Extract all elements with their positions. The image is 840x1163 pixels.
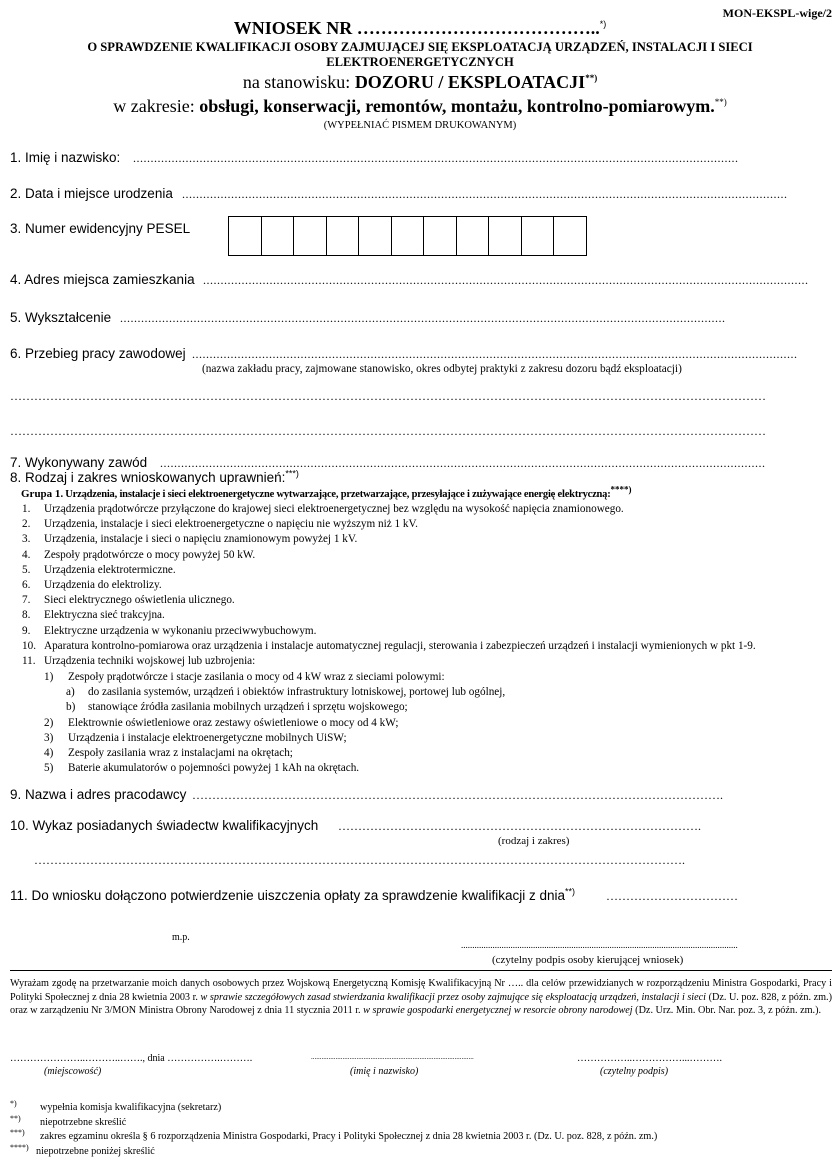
pesel-digit-box[interactable] [424, 217, 457, 255]
group-item-text[interactable]: Elektryczne urządzenia w wykonaniu przeciwwybuchowym. [44, 624, 317, 637]
pesel-digit-box[interactable] [294, 217, 327, 255]
group-subitem-number: 5) [44, 762, 54, 775]
field-address-label: 4. Adres miejsca zamieszkania [10, 272, 195, 287]
employer-dotted-line[interactable]: ……………………………………………………………………………………………………………………. [192, 788, 723, 802]
footnote-text: zakres egzaminu określa § 6 rozporządzenia Ministra Gospodarki, Pracy i Polityki Społecznej z dnia 28 kwietnia 2003 r. (Dz. U. poz. 828, z późn. zm.) [40, 1131, 658, 1142]
pesel-digit-box[interactable] [359, 217, 392, 255]
consent-text-2: (Dz. U. poz. 828, z późn. zm.) oraz w zarządzeniu Nr 3/MON Ministra Obrony Narodowej z dnia 11 stycznia 2011 r. [10, 991, 833, 1016]
group-item-text[interactable]: Urządzenia, instalacje i sieci elektroenergetyczne o napięciu nie wyższym niż 1 kV. [44, 518, 418, 531]
certificates-dotted-line[interactable]: ………………………………………………………………………………. [338, 819, 701, 833]
page-title [0, 18, 840, 39]
career-dotted-line-2[interactable]: ……………………………………………………………………………………………………………………………………………………………………… [10, 389, 766, 403]
group-subitem-text[interactable]: do zasilania systemów, urządzeń i obiektów infrastruktury lotniskowej, portowej lub ogólnej, [88, 686, 506, 699]
group-item-number: 10. [22, 639, 36, 652]
field-payment-label [10, 888, 575, 903]
position-footnote-mark: **) [585, 73, 598, 83]
career-dotted-line[interactable]: ............................................................................................................................................................................. [192, 347, 798, 361]
scope-line [0, 96, 840, 117]
group-item-text[interactable]: Aparatura kontrolno-pomiarowa oraz urządzenia i instalacje automatycznej regulacji, sterowania i zabezpieczeń urządzeń i instalacji wymienionych w pkt 1-9. [44, 639, 756, 652]
birth-dotted-line[interactable]: ............................................................................................................................................................................. [182, 187, 788, 201]
certificates-dotted-line-2[interactable]: ………………………………………………………………………………………………………………………………………………. [34, 853, 685, 867]
name-sign-line[interactable]: ............................................................................................. [311, 1053, 474, 1061]
field-employer-label: 9. Nazwa i adres pracodawcy [10, 787, 187, 802]
signature-dotted-line[interactable]: ........................................................................................................................... [461, 940, 738, 950]
group-subitem-text[interactable]: Baterie akumulatorów o pojemności powyżej 1 kAh na okrętach. [68, 762, 360, 775]
field-pesel-label: 3. Numer ewidencyjny PESEL [10, 221, 191, 236]
group-item-number: 8. [22, 609, 31, 622]
pesel-digit-box[interactable] [327, 217, 360, 255]
field-education-label: 5. Wykształcenie [10, 310, 112, 325]
group-title-mark: ****) [610, 484, 632, 495]
group-item-number: 2. [22, 518, 31, 531]
pesel-digit-box[interactable] [489, 217, 522, 255]
education-dotted-line[interactable]: ............................................................................................................................................................................. [120, 311, 726, 325]
subtitle-line-1: O SPRAWDZENIE KWALIFIKACJI OSOBY ZAJMUJĄCEJ SIĘ EKSPLOATACJĄ URZĄDZEŃ, INSTALACJI I SIECI [87, 40, 753, 54]
pesel-digit-box[interactable] [392, 217, 425, 255]
scope-label-mark: ***) [285, 468, 299, 479]
group-item-number: 5. [22, 563, 31, 576]
scope-value: obsługi, konserwacji, remontów, montażu, kontrolno-pomiarowym. [199, 96, 715, 116]
group-subitem-text[interactable]: Zespoły zasilania wraz z instalacjami na okrętach; [68, 747, 293, 759]
signature-sign-line[interactable]: ……………..……………...………. [577, 1053, 722, 1064]
consent-text-1: Wyrażam zgodę na przetwarzanie moich danych osobowych przez Wojskową Energetyczną Komisję Kwalifikacyjną Nr ….. dla celów przewidzianych w rozporządzeniu Ministra Gospodarki, Pracy i Polityki Społecznej z dnia 28 kwietnia 2003 r. [10, 978, 832, 1003]
field-birth-label: 2. Data i miejsce urodzenia [10, 186, 173, 201]
consent-order-title: w sprawie gospodarki energetycznej w resorcie obrony narodowej [363, 1005, 633, 1016]
footnote-mark: *) [10, 1099, 17, 1108]
group-subitem-number: 3) [44, 731, 54, 744]
field-certificates-label: 10. Wykaz posiadanych świadectw kwalifikacyjnych [10, 818, 319, 833]
group-item-number: 6. [22, 579, 31, 591]
position-label: na stanowisku: [242, 72, 355, 92]
name-caption: (imię i nazwisko) [350, 1066, 419, 1077]
group-subitem-text[interactable]: Urządzenia i instalacje elektroenergetyczne mobilnych UiSW; [68, 731, 347, 744]
group-item-text[interactable]: Urządzenia do elektrolizy. [44, 579, 162, 591]
consent-paragraph [10, 977, 832, 1018]
position-line [0, 72, 840, 93]
title-text: WNIOSEK NR ………………………………….. [233, 18, 600, 38]
group-item-text[interactable]: Urządzenia prądotwórcze przyłączone do krajowej sieci elektroenergetycznej bez względu na wysokość napięcia znamionowego. [44, 503, 624, 515]
group-title-bold: Grupa 1 [21, 488, 61, 500]
scope-label: w zakresie: [113, 96, 200, 116]
consent-regulation-title: w sprawie szczegółowych zasad stwierdzania kwalifikacji przez osoby zajmujące się eksploatacją urządzeń, instalacji i sieci [200, 991, 707, 1003]
pesel-boxes[interactable] [228, 216, 587, 256]
group-subitem-number: a) [66, 686, 75, 699]
career-hint: (nazwa zakładu pracy, zajmowane stanowisko, okres odbytej praktyki z zakresu dozoru bądź eksploatacji) [202, 363, 682, 375]
field-profession-label: 7. Wykonywany zawód [10, 455, 148, 470]
certificates-hint: (rodzaj i zakres) [498, 835, 570, 847]
section-divider [10, 970, 832, 971]
group-subitem-number: b) [66, 701, 76, 714]
place-caption: (miejscowość) [44, 1066, 102, 1077]
group-subitem-text[interactable]: Elektrownie oświetleniowe oraz zestawy oświetleniowe o mocy od 4 kW; [68, 716, 399, 729]
group-subitem-number: 2) [44, 716, 54, 729]
title-footnote-mark: *) [599, 19, 607, 29]
group-item-text[interactable]: Elektryczna sieć trakcyjna. [44, 609, 165, 622]
scope-label-text: 8. Rodzaj i zakres wnioskowanych uprawnień: [10, 470, 286, 485]
group-title [21, 484, 632, 500]
pesel-digit-box[interactable] [262, 217, 295, 255]
group-subitem-number: 4) [44, 747, 54, 759]
field-name-label: 1. Imię i nazwisko: [10, 150, 121, 165]
group-item-text[interactable]: Sieci elektrycznego oświetlenia ulicznego. [44, 594, 235, 607]
group-item-number: 1. [22, 503, 31, 515]
group-item-number: 4. [22, 548, 31, 561]
pesel-digit-box[interactable] [522, 217, 555, 255]
group-subitem-text[interactable]: stanowiące źródła zasilania mobilnych urządzeń i sprzętu wojskowego; [88, 701, 408, 714]
group-subitem-text[interactable]: Zespoły prądotwórcze i stacje zasilania o mocy od 4 kW wraz z sieciami polowymi: [68, 671, 445, 683]
scope-footnote-mark: **) [714, 97, 727, 107]
group-item-number: 3. [22, 533, 31, 546]
print-note: (WYPEŁNIAĆ PISMEM DRUKOWANYM) [323, 120, 517, 131]
footnote-text: niepotrzebne poniżej skreślić [36, 1145, 155, 1157]
position-value: DOZORU / EKSPLOATACJI [354, 72, 586, 92]
group-title-rest: . Urządzenia, instalacje i sieci elektroenergetyczne wytwarzające, przetwarzające, przesyłające i zużywające energię elektryczną: [60, 489, 611, 500]
footnote-mark: **) [10, 1113, 21, 1123]
signature-caption-bottom: (czytelny podpis) [600, 1066, 669, 1077]
place-date-line[interactable]: …………………..………..……., dnia …………….………. [10, 1053, 253, 1064]
pesel-digit-box[interactable] [554, 217, 586, 255]
address-dotted-line[interactable]: ............................................................................................................................................................................. [203, 273, 809, 287]
name-dotted-line[interactable]: ............................................................................................................................................................................. [133, 151, 739, 165]
group-item-number: 11. [22, 655, 36, 667]
group-item-text[interactable]: Urządzenia, instalacje i sieci o napięciu znamionowym powyżej 1 kV. [44, 533, 358, 546]
footnote-mark: ***) [10, 1128, 25, 1137]
group-subitem-number: 1) [44, 671, 54, 683]
consent-text-3: (Dz. Urz. Min. Obr. Nar. poz. 3, z późn. zm.). [632, 1005, 822, 1016]
group-item-text[interactable]: Urządzenia techniki wojskowej lub uzbrojenia: [44, 655, 256, 667]
subtitle-line-2: ELEKTROENERGETYCZNYCH [326, 55, 514, 69]
group-item-text[interactable]: Zespoły prądotwórcze o mocy powyżej 50 kW. [44, 548, 256, 561]
footnote-mark: ****) [10, 1142, 29, 1152]
profession-dotted-line[interactable]: ............................................................................................................................................................................. [160, 456, 766, 470]
career-dotted-line-3[interactable]: ……………………………………………………………………………………………………………………………………………………………………… [10, 424, 766, 438]
group-item-number: 9. [22, 624, 31, 637]
signature-caption: (czytelny podpis osoby kierującej wniosek) [492, 954, 684, 966]
field-career-label: 6. Przebieg pracy zawodowej [10, 346, 186, 361]
payment-label-mark: **) [565, 886, 576, 897]
payment-date-dotted-line[interactable]: …………………………… [606, 889, 738, 903]
payment-label-text: 11. Do wniosku dołączono potwierdzenie uiszczenia opłaty za sprawdzenie kwalifikacji z dnia [10, 888, 566, 903]
pesel-digit-box[interactable] [457, 217, 490, 255]
footnote-text: niepotrzebne skreślić [40, 1116, 127, 1128]
pesel-digit-box[interactable] [229, 217, 262, 255]
group-item-text[interactable]: Urządzenia elektrotermiczne. [44, 563, 176, 576]
group-item-number: 7. [22, 594, 31, 607]
form-code: MON-EKSPL-wige/2 [722, 6, 832, 20]
stamp-place-label: m.p. [172, 932, 190, 943]
field-scope-label [10, 470, 299, 485]
footnote-text: wypełnia komisja kwalifikacyjna (sekretarz) [40, 1102, 222, 1113]
